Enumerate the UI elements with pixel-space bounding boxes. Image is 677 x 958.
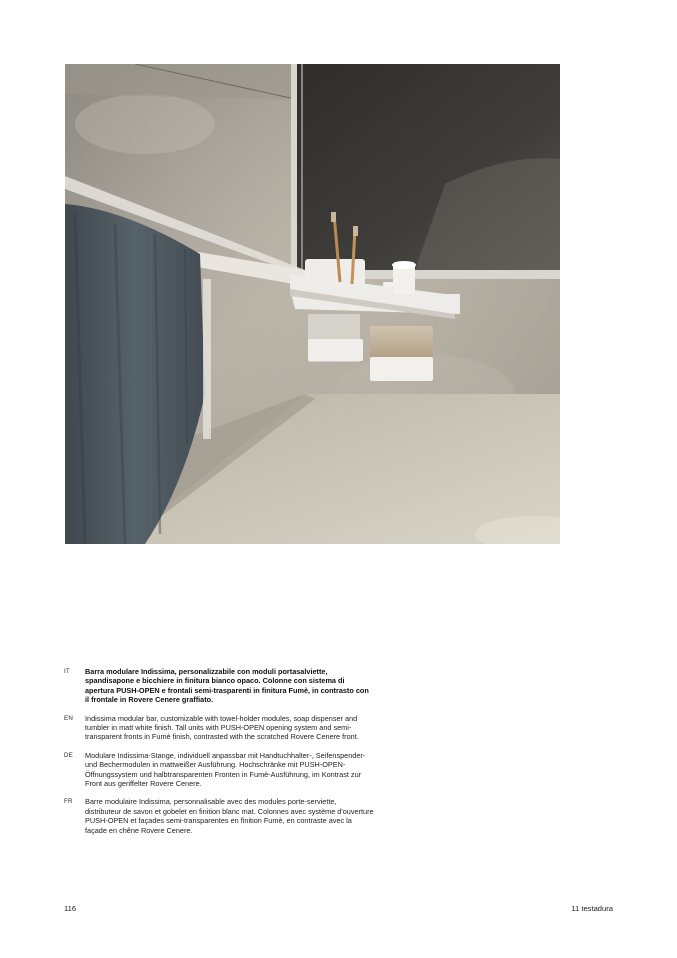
caption-text: Modulare Indissima-Stange, individuell anpassbar mit Handtuchhalter-, Seifenspender- und Bechermodulen in mattweißer Ausführung. Hochschränke mit PUSH-OPEN-Öffnungssystem und halbtransparenten Fronten in Fumè-Ausführung, im Kontrast zur Front aus geriffelter Rovere Cenere. — [85, 750, 366, 789]
caption-block — [64, 667, 374, 844]
caption-text: Indissima modular bar, customizable with towel-holder modules, soap dispenser and tumbler in matt white finish. Tall units with PUSH-OPEN opening system and semi-transparent fronts in Fumè finish, contrasted with the scratched Rovere Cenere front. — [85, 713, 359, 742]
caption-fr — [64, 797, 374, 835]
caption-de — [64, 751, 374, 789]
section-title: 11 testadura — [571, 904, 613, 913]
caption-en — [64, 714, 374, 742]
caption-lang: FR — [64, 798, 73, 806]
caption-lang: EN — [64, 714, 73, 722]
caption-lang: IT — [64, 668, 70, 675]
product-photo — [65, 64, 560, 544]
caption-text: Barra modulare Indissima, personalizzabile con moduli portasalviette, spandisapone e bicchiere in finitura bianco opaco. Colonne con sistema di apertura PUSH-OPEN e frontali semi-trasparenti in finitura Fumè, in contrasto con il frontale in Rovere Cenere graffiato. — [85, 667, 369, 705]
caption-it — [64, 667, 374, 705]
page-number: 116 — [64, 904, 77, 913]
caption-text: Barre modulaire Indissima, personnalisable avec des modules porte-serviette, distributeur de savon et gobelet en finition blanc mat. Colonnes avec système d'ouverture PUSH-OPEN et façades semi-transparentes en finition Fumè, en contraste avec la façade en chêne Rovere Cenere. — [85, 797, 374, 835]
caption-lang: DE — [64, 751, 73, 759]
